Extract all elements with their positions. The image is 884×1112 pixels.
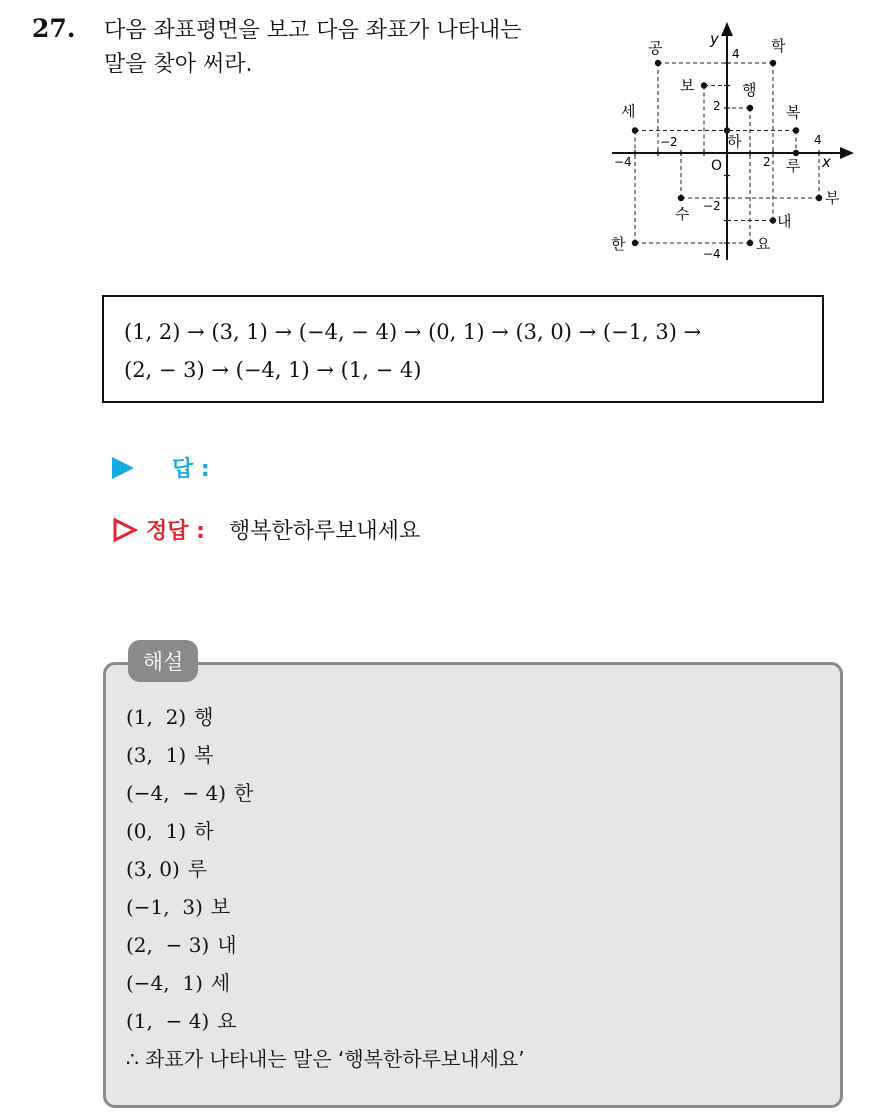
filled-triangle-icon [112, 457, 134, 479]
point-label: 한 [611, 235, 626, 253]
solution-syllable: 세 [210, 971, 231, 995]
tick-label-x-neg4: −4 [614, 155, 632, 169]
plot-point [793, 150, 799, 156]
solution-line [126, 850, 525, 888]
solution-syllable: 복 [194, 743, 214, 767]
point-label: 행 [742, 81, 757, 99]
point-label: 내 [777, 212, 792, 231]
solution-coordinate: (−1, 3) [126, 895, 203, 919]
solution-coordinate: (1, − 4) [126, 1009, 210, 1033]
plot-point [770, 60, 776, 66]
tick-label-y-2: 2 [713, 99, 721, 113]
point-label: 공 [648, 39, 663, 57]
solution-lines [126, 698, 525, 1078]
x-axis-arrow [840, 147, 854, 159]
plot-point [747, 105, 753, 111]
point-label: 보 [680, 76, 695, 95]
solution-line [126, 1002, 525, 1040]
solution-tab-label: 해설 [128, 640, 198, 682]
y-axis-arrow [721, 22, 733, 36]
point-label: 요 [756, 235, 771, 253]
point-label: 하 [727, 132, 742, 151]
solution-line [126, 812, 525, 850]
point-label: 학 [771, 37, 786, 55]
question-text-line1: 다음 좌표평면을 보고 다음 좌표가 나타내는 [104, 18, 522, 43]
point-label: 부 [825, 189, 840, 207]
solution-syllable: 내 [217, 933, 237, 957]
solution-coordinate: (0, 1) [126, 819, 187, 843]
solution-syllable: 한 [234, 781, 254, 805]
point-label: 루 [786, 157, 801, 175]
tick-label-x-neg2: −2 [660, 135, 678, 149]
origin-label: O [711, 158, 723, 174]
tick-label-y-neg4: −4 [703, 247, 721, 261]
solution-coordinate: (3, 0) [126, 857, 180, 881]
point-label: 세 [621, 102, 636, 121]
plot-point [701, 82, 707, 88]
solution-line [126, 736, 525, 774]
sequence-line2: (2, − 3) → (−4, 1) → (1, − 4) [124, 358, 422, 382]
question-text-line2: 말을 찾아 써라. [104, 52, 253, 77]
plot-point [632, 127, 638, 133]
sequence-line1: (1, 2) → (3, 1) → (−4, − 4) → (0, 1) → (3, 0) → (−1, 3) → [124, 320, 702, 344]
solution-line [126, 774, 525, 812]
solution-coordinate: (3, 1) [126, 743, 187, 767]
solution-syllable: 요 [217, 1009, 237, 1033]
plot-point [793, 127, 799, 133]
point-label: 수 [675, 205, 690, 223]
solution-syllable: 보 [210, 895, 231, 919]
tick-label-y-4: 4 [732, 47, 740, 61]
plot-point [678, 195, 684, 201]
correct-answer-value: 행복한하루보내세요 [228, 519, 421, 544]
plot-point [747, 240, 753, 246]
point-label: 복 [786, 103, 801, 122]
plot-point [632, 240, 638, 246]
solution-coordinate: (2, − 3) [126, 933, 210, 957]
solution-line [126, 964, 525, 1002]
plot-point [655, 60, 661, 66]
question-number: 27. [32, 14, 76, 43]
plot-point [816, 195, 822, 201]
solution-syllable: 하 [194, 819, 214, 843]
solution-coordinate: (−4, − 4) [126, 781, 226, 805]
outline-triangle-icon [112, 517, 138, 543]
tick-label-y-neg2: −2 [703, 199, 721, 213]
solution-coordinate: (1, 2) [126, 705, 187, 729]
tick-label-x-4: 4 [814, 133, 822, 147]
x-axis-label: x [822, 153, 831, 171]
coordinate-plane [600, 20, 860, 270]
tick-label-x-2: 2 [763, 155, 771, 169]
correct-answer-row [112, 514, 420, 545]
solution-conclusion: ∴ 좌표가 나타내는 말은 ‘행복한하루보내세요’ [126, 1047, 525, 1071]
solution-syllable: 행 [194, 705, 214, 729]
coordinate-sequence-box [102, 295, 824, 403]
y-axis-label: y [710, 30, 719, 48]
solution-syllable: 루 [187, 857, 208, 881]
question-text [104, 14, 584, 82]
answer-row [112, 452, 210, 483]
solution-line [126, 926, 525, 964]
answer-label: 답 : [172, 457, 210, 482]
solution-coordinate: (−4, 1) [126, 971, 203, 995]
plot-point [770, 217, 776, 223]
solution-line [126, 698, 525, 736]
solution-line [126, 888, 525, 926]
correct-answer-label: 정답 : [146, 519, 205, 544]
